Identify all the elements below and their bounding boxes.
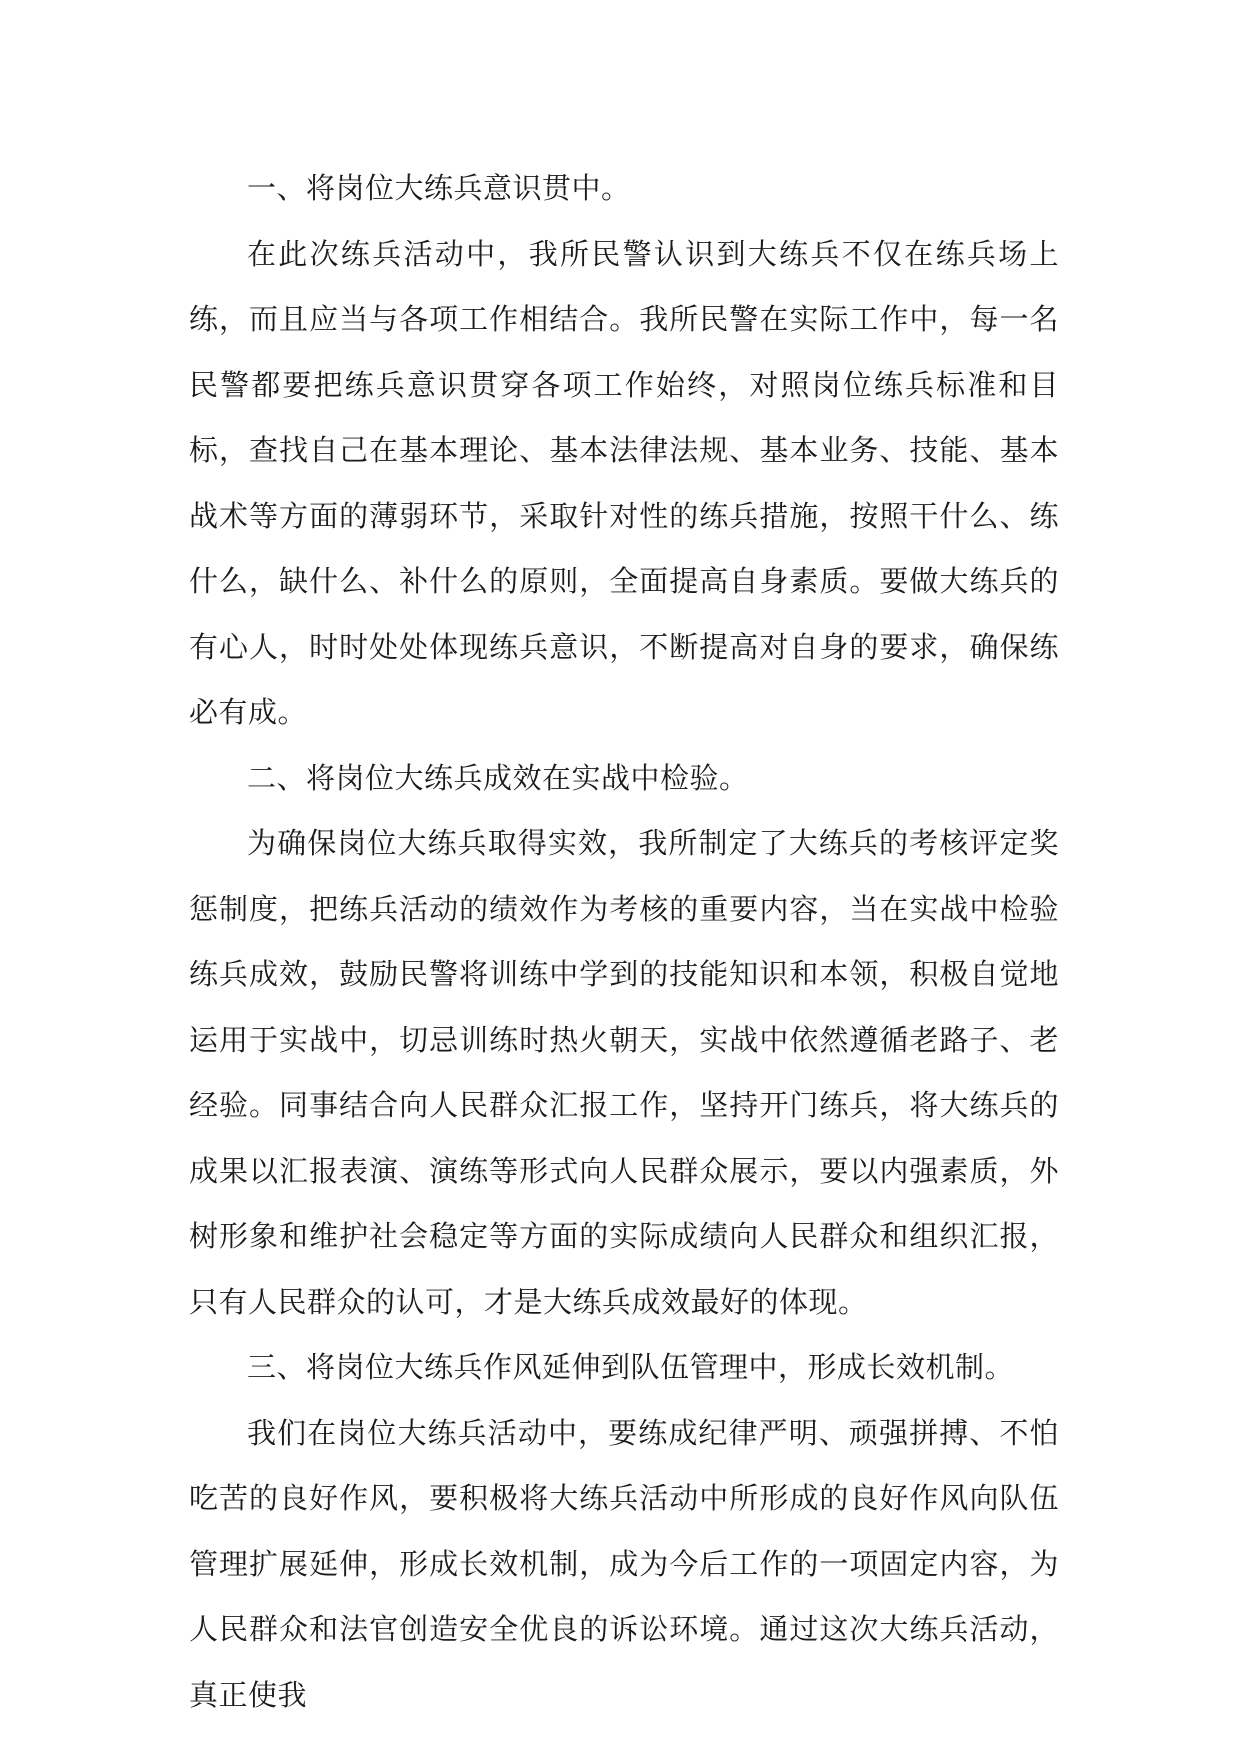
document-body xyxy=(189,156,1059,1728)
section-heading-3: 三、将岗位大练兵作风延伸到队伍管理中，形成长效机制。 xyxy=(247,1350,1015,1384)
paragraph-3: 我们在岗位大练兵活动中，要练成纪律严明、顽强拼搏、不怕吃苦的良好作风，要积极将大练兵活动中所形成的良好作风向队伍管理扩展延伸，形成长效机制，成为今后工作的一项固定内容，为人民群众和法官创造安全优良的诉讼环境。通过这次大练兵活动，真正使我 xyxy=(189,1415,1059,1712)
section-heading-1: 一、将岗位大练兵意识贯中。 xyxy=(247,171,631,205)
paragraph-2: 为确保岗位大练兵取得实效，我所制定了大练兵的考核评定奖惩制度，把练兵活动的绩效作为考核的重要内容，当在实战中检验练兵成效，鼓励民警将训练中学到的技能知识和本领，积极自觉地运用于实战中，切忌训练时热火朝天，实战中依然遵循老路子、老经验。同事结合向人民群众汇报工作，坚持开门练兵，将大练兵的成果以汇报表演、演练等形式向人民群众展示，要以内强素质，外树形象和维护社会稳定等方面的实际成绩向人民群众和组织汇报，只有人民群众的认可，才是大练兵成效最好的体现。 xyxy=(189,826,1059,1319)
section-heading-2: 二、将岗位大练兵成效在实战中检验。 xyxy=(247,760,749,795)
paragraph-1: 在此次练兵活动中，我所民警认识到大练兵不仅在练兵场上练，而且应当与各项工作相结合。我所民警在实际工作中，每一名民警都要把练兵意识贯穿各项工作始终，对照岗位练兵标准和目标，查找自己在基本理论、基本法律法规、基本业务、技能、基本战术等方面的薄弱环节，采取针对性的练兵措施，按照干什么、练什么，缺什么、补什么的原则，全面提高自身素质。要做大练兵的有心人，时时处处体现练兵意识，不断提高对自身的要求，确保练必有成。 xyxy=(189,236,1059,729)
